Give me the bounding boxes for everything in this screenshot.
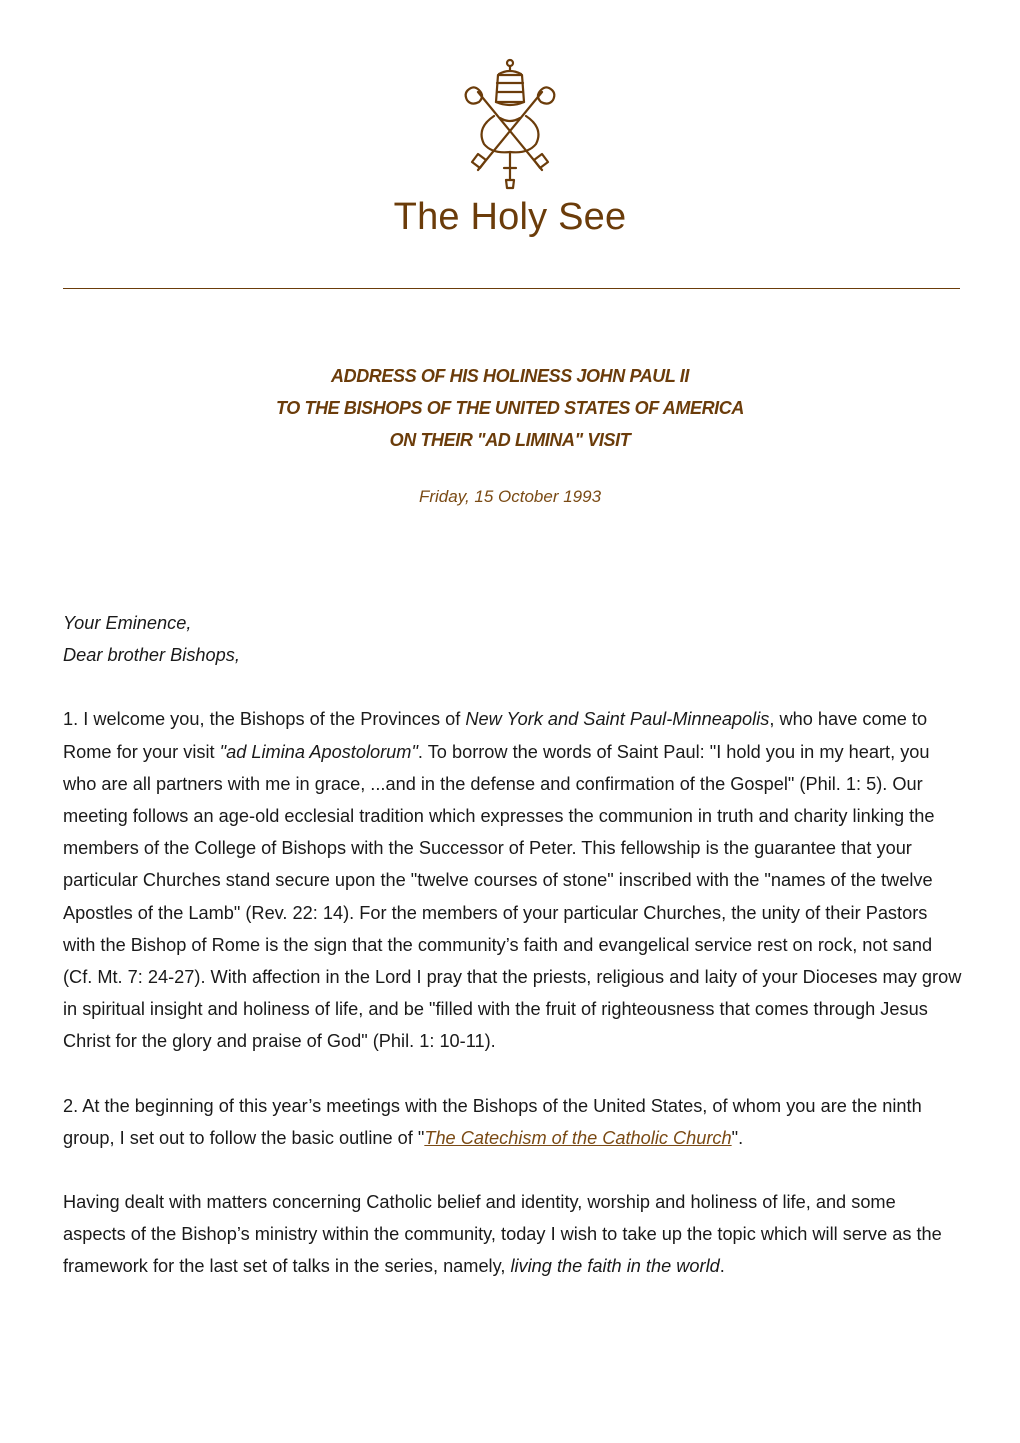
salutation-line-2: Dear brother Bishops, bbox=[63, 645, 240, 666]
paragraph-1 bbox=[63, 703, 963, 1057]
document-date: Friday, 15 October 1993 bbox=[418, 487, 602, 506]
site-title: The Holy See bbox=[393, 196, 627, 238]
p3-emphasis: living the faith in the world bbox=[510, 1256, 720, 1277]
p2-text-b: ". bbox=[731, 1127, 744, 1148]
header-divider bbox=[63, 288, 960, 289]
paragraph-3 bbox=[63, 1186, 963, 1283]
title-line-2: TO THE BISHOPS OF THE UNITED STATES OF AMERICA bbox=[276, 398, 744, 418]
document-title bbox=[0, 360, 1020, 456]
p1-text-e: . To borrow the words of Saint Paul: "I hold you in my heart, you who are all partners with me in grace, ...and in the defense and confirmation of the Gospel" (Phil. 1: 5). Our meeting follows an age-old ecclesial tradition which expresses the communion in truth and charity linking the members of the College of Bishops with the Successor of Peter. This fellowship is the guarantee that your particular Churches stand secure upon the "twelve courses of stone" inscribed with the "names of the twelve Apostles of the Lamb" (Rev. 22: 14). For the members of your particular Churches, the unity of their Pastors with the Bishop of Rome is the sign that the community’s faith and evangelical service rest on rock, not sand (Cf. Mt. 7: 24-27). With affection in the Lord I pray that the priests, religious and laity of your Dioceses may grow in spiritual insight and holiness of life, and be "filled with the fruit of righteousness that comes through Jesus Christ for the glory and praise of God" (Phil. 1: 10-11). bbox=[63, 741, 962, 1052]
paragraph-2 bbox=[63, 1090, 963, 1154]
p3-text-c: . bbox=[719, 1256, 725, 1277]
p3-text-a: Having dealt with matters concerning Catholic belief and identity, worship and holiness of life, and some aspects of the Bishop’s ministry within the community, today I wish to take up the topic which will serve as the framework for the last set of talks in the series, namely, bbox=[63, 1192, 942, 1277]
p1-text-a: 1. I welcome you, the Bishops of the Provinces of bbox=[63, 709, 466, 730]
title-line-3: ON THEIR "AD LIMINA" VISIT bbox=[389, 430, 631, 450]
p1-provinces: New York and Saint Paul-Minneapolis bbox=[465, 709, 770, 730]
p1-ad-limina: "ad Limina Apostolorum" bbox=[219, 741, 418, 762]
salutation-line-1: Your Eminence, bbox=[63, 613, 192, 633]
document-body bbox=[63, 607, 963, 1283]
title-line-1: ADDRESS OF HIS HOLINESS JOHN PAUL II bbox=[331, 366, 689, 386]
papal-coat-of-arms-icon bbox=[454, 58, 566, 190]
p1-text-c: , who have come to Rome for your visit bbox=[63, 709, 928, 762]
catechism-link[interactable]: The Catechism of the Catholic Church bbox=[424, 1127, 732, 1148]
p2-text-a: 2. At the beginning of this year’s meetings with the Bishops of the United States, of whom you are the ninth group, I set out to follow the basic outline of " bbox=[63, 1095, 922, 1148]
